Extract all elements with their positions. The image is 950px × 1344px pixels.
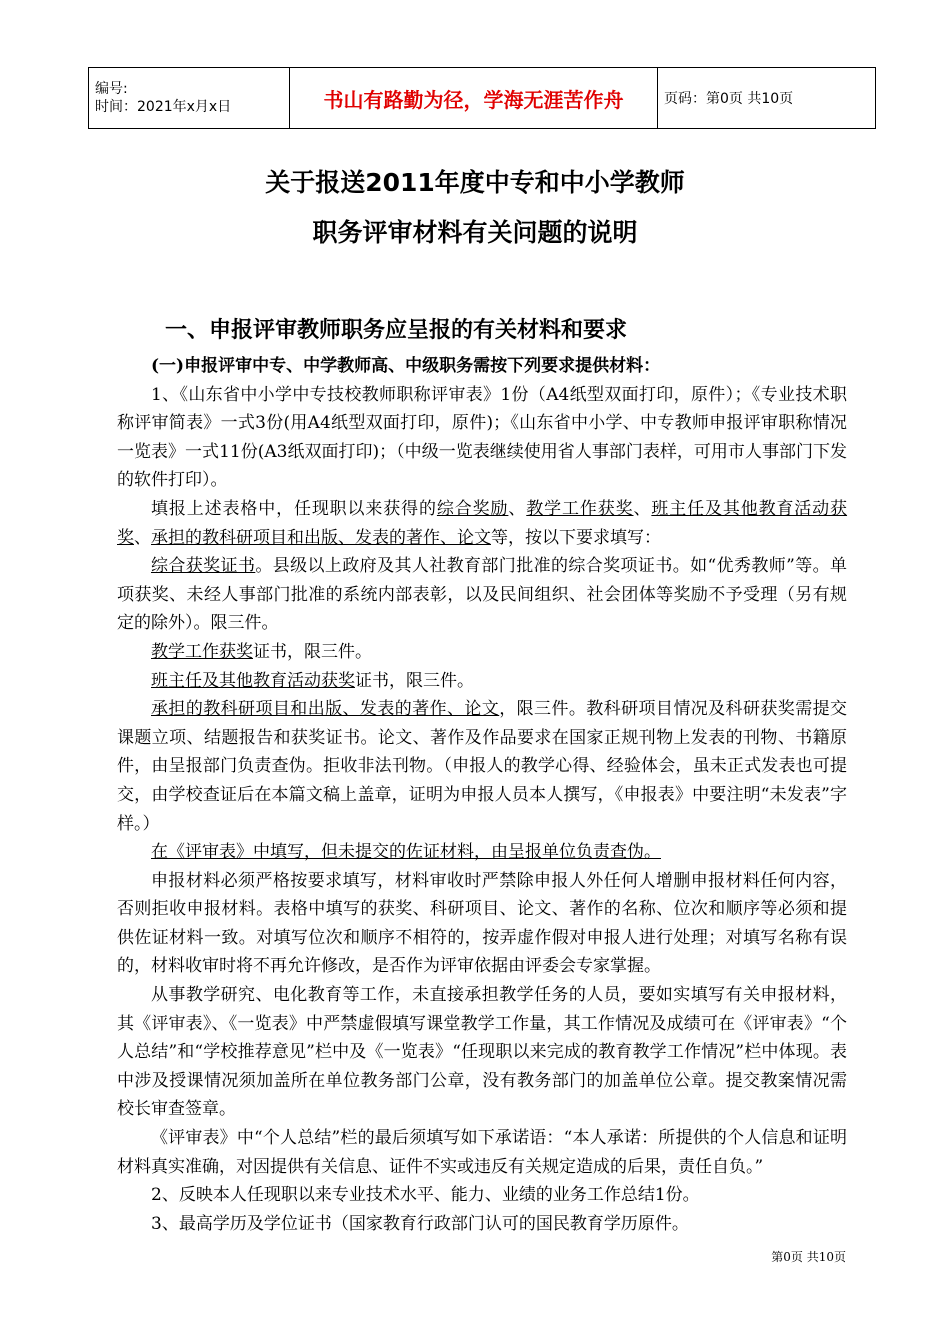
paragraph-teaching-award: 教学工作获奖证书，限三件。 — [151, 641, 372, 662]
page-info: 页码：第0页 共10页 — [658, 68, 876, 129]
paragraph-degree: 3、最高学历及学位证书（国家教育行政部门认可的国民教育学历原件。 — [151, 1213, 689, 1234]
paragraph-forms: 1、《山东省中小学中专技校教师职称评审表》1份（A4纸型双面打印，原件）；《专业技术职称评审简表》一式3份(用A4纸型双面打印，原件)；《山东省中小学、中专教师申报评审职称情况一览表》一式11份(A3纸双面打印)；（中级一览表继续使用省人事部门表样，可用市人事部门下发的软件打印）。 — [117, 384, 847, 491]
paragraph-research-staff: 从事教学研究、电化教育等工作，未直接承担教学任务的人员，要如实填写有关申报材料，其《评审表》、《一览表》中严禁虚假填写课堂教学工作量，其工作情况及成绩可在《评审表》“个人总结”和“学校推荐意见”栏中及《一览表》“任现职以来完成的教育教学工作情况”栏中体现。表中涉及授课情况须加盖所在单位教务部门公章，没有教务部门的加盖单位公章。提交教案情况需校长审查签章。 — [117, 985, 847, 1120]
document-body — [117, 312, 847, 1238]
paragraph-work-summary: 2、反映本人任现职以来专业技术水平、能力、业绩的业务工作总结1份。 — [151, 1185, 700, 1206]
paragraph-fill-instructions: 填报上述表格中，任现职以来获得的综合奖励、教学工作获奖、班主任及其他教育活动获奖、承担的教科研项目和出版、发表的著作、论文等，按以下要求填写： — [117, 498, 848, 548]
subsection-heading: (一)申报评审中专、中学教师高、中级职务需按下列要求提供材料： — [151, 356, 661, 376]
document-title-line2: 职务评审材料有关问题的说明 — [312, 218, 638, 247]
document-title-line1: 关于报送2011年度中专和中小学教师 — [265, 168, 685, 197]
paragraph-commitment: 《评审表》中“个人总结”栏的最后须填写如下承诺语：“本人承诺：所提供的个人信息和证明材料真实准确，对因提供有关信息、证件不实或违反有关规定造成的后果，责任自负。” — [117, 1128, 847, 1177]
paragraph-headteacher-award: 班主任及其他教育活动获奖证书，限三件。 — [151, 670, 474, 691]
number-label: 编号: — [95, 81, 128, 97]
time-label: 时间：2021年x月x日 — [95, 99, 232, 115]
motto: 书山有路勤为径，学海无涯苦作舟 — [290, 68, 658, 129]
section-heading: 一、申报评审教师职务应呈报的有关材料和要求 — [165, 317, 628, 343]
paragraph-strict-requirements: 申报材料必须严格按要求填写，材料审收时严禁除申报人外任何人增删申报材料任何内容，否则拒收申报材料。表格中填写的获奖、科研项目、论文、著作的名称、位次和顺序等必须和提供佐证材料一致。对填写位次和顺序不相符的，按弄虚作假对申报人进行处理；对填写名称有误的，材料收审时将不再允许修改，是否作为评审依据由评委会专家掌握。 — [117, 870, 847, 977]
paragraph-research: 承担的教科研项目和出版、发表的著作、论文，限三件。教科研项目情况及科研获奖需提交课题立项、结题报告和获奖证书。论文、著作及作品要求在国家正规刊物上发表的刊物、书籍原件，由呈报部门负责查伪。拒收非法刊物。（申报人的教学心得、经验体会，虽未正式发表也可提交，由学校查证后在本篇文稿上盖章，证明为申报人员本人撰写，《申报表》中要注明“未发表”字样。） — [117, 699, 848, 834]
page-footer: 第0页 共10页 — [771, 1250, 846, 1264]
header-left-cell — [89, 68, 290, 129]
paragraph-unverified: 在《评审表》中填写，但未提交的佐证材料，由呈报单位负责查伪。 — [151, 842, 661, 863]
header-table — [88, 67, 876, 129]
paragraph-comprehensive-award: 综合获奖证书。县级以上政府及其人社教育部门批准的综合奖项证书。如“优秀教师”等。单项获奖、未经人事部门批准的系统内部表彰，以及民间组织、社会团体等奖励不予受理（另有规定的除外）。限三件。 — [117, 556, 847, 634]
